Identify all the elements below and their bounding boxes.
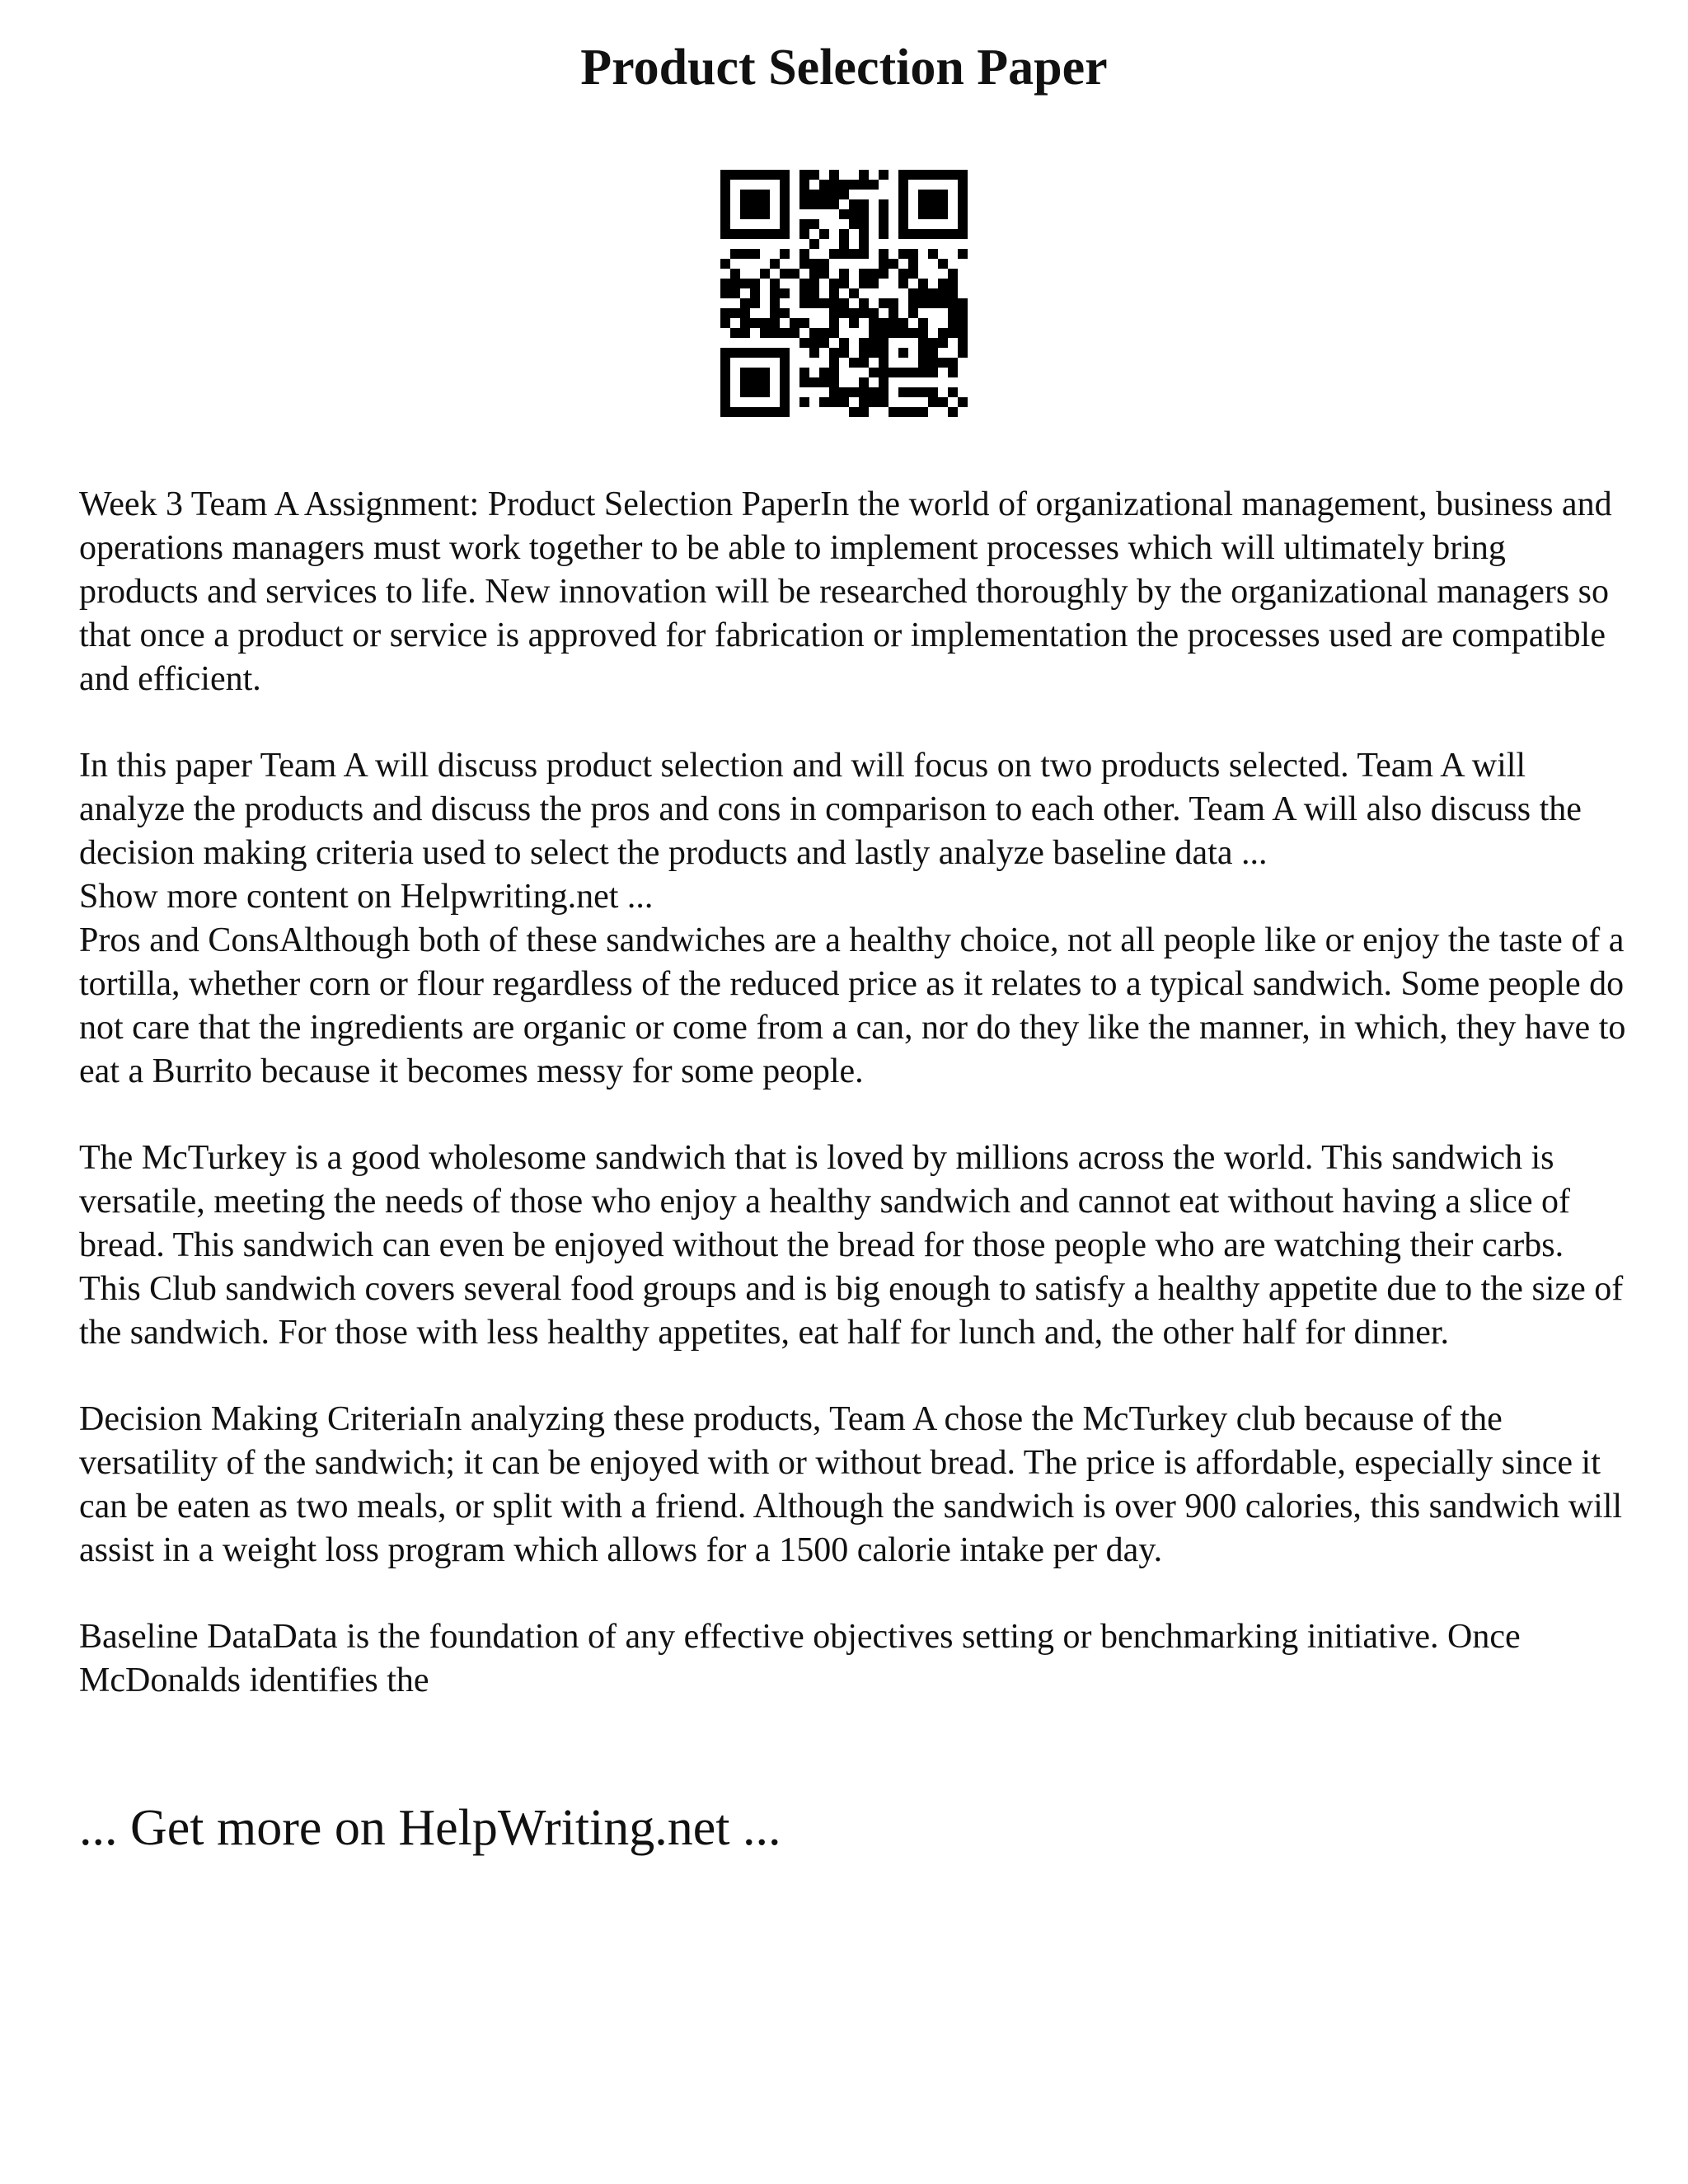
paragraph-overview: In this paper Team A will discuss product selection and will focus on two products selected. Team A will analyze the products and discuss the pros and cons in comparison to each other. Team A will also discuss the decision making criteria used to select the products and lastly analyze baseline data ... <box>79 747 1582 872</box>
paragraph-intro: Week 3 Team A Assignment: Product Selection PaperIn the world of organizational management, business and operations managers must work together to be able to implement processes which will ultimately bring products and services to life. New innovation will be researched thoroughly by the organizational managers so that once a product or service is approved for fabrication or implementation the processes used are compatible and efficient. <box>79 485 1612 698</box>
paragraph-decision-criteria: Decision Making CriteriaIn analyzing these products, Team A chose the McTurkey club because of the versatility of the sandwich; it can be enjoyed with or without bread. The price is affordable, especially since it can be eaten as two meals, or split with a friend. Although the sandwich is over 900 calories, this sandwich will assist in a weight loss program which allows for a 1500 calorie intake per day. <box>79 1400 1623 1569</box>
document-title: Product Selection Paper <box>580 40 1108 96</box>
paragraph-baseline-data: Baseline DataData is the foundation of any effective objectives setting or benchmarking initiative. Once McDonalds identifies the <box>79 1618 1521 1699</box>
paragraph-mcturkey: The McTurkey is a good wholesome sandwich that is loved by millions across the world. This sandwich is versatile, meeting the needs of those who enjoy a healthy sandwich and cannot eat without having a slice of bread. This sandwich can even be enjoyed without the bread for those people who are watching their carbs. This Club sandwich covers several food groups and is big enough to satisfy a healthy appetite due to the size of the sandwich. For those with less healthy appetites, eat half for lunch and, the other half for dinner. <box>79 1139 1624 1352</box>
document-body <box>79 483 1629 1703</box>
show-more-link[interactable]: Show more content on Helpwriting.net ... <box>79 878 654 916</box>
qr-code-icon <box>720 170 968 417</box>
get-more-link[interactable]: ... Get more on HelpWriting.net ... <box>79 1800 781 1856</box>
qr-code-graphic <box>720 170 968 417</box>
paragraph-pros-cons: Pros and ConsAlthough both of these sandwiches are a healthy choice, not all people like or enjoy the taste of a tortilla, whether corn or flour regardless of the reduced price as it relates to a typical sandwich. Some people do not care that the ingredients are organic or come from a can, nor do they like the manner, in which, they have to eat a Burrito because it becomes messy for some people. <box>79 921 1626 1090</box>
